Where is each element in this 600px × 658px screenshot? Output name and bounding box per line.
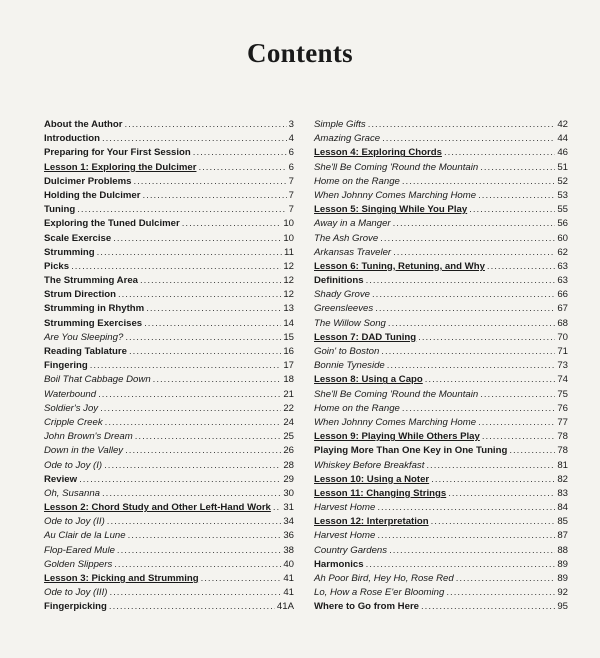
- dot-leader: [446, 586, 555, 600]
- toc-entry-page: 92: [557, 587, 568, 599]
- toc-entry-title: Tuning: [44, 204, 76, 216]
- dot-leader: [109, 586, 281, 600]
- toc-entry-title: John Brown's Dream: [44, 431, 133, 443]
- toc-entry-page: 12: [283, 275, 294, 287]
- dot-leader: [118, 288, 281, 302]
- toc-entry: [314, 302, 568, 316]
- dot-leader: [142, 189, 286, 203]
- toc-entry-page: 25: [283, 431, 294, 443]
- toc-entry-title: Scale Exercise: [44, 232, 112, 244]
- dot-leader: [133, 175, 286, 189]
- toc-entry: [314, 132, 568, 146]
- toc-entry-title: Greensleeves: [314, 303, 374, 315]
- toc-entry-page: 81: [557, 459, 568, 471]
- toc-entry-title: Strumming in Rhythm: [44, 303, 145, 315]
- toc-entry-title: She'll Be Coming 'Round the Mountain: [314, 388, 479, 400]
- dot-leader: [79, 473, 281, 487]
- dot-leader: [382, 132, 555, 146]
- toc-entry-title: Fingerpicking: [44, 601, 107, 613]
- dot-leader: [431, 473, 555, 487]
- dot-leader: [77, 203, 286, 217]
- toc-entry-title: Golden Slippers: [44, 558, 113, 570]
- toc-entry-page: 52: [557, 175, 568, 187]
- toc-entry: [44, 501, 294, 515]
- toc-entry-title: Ode to Joy (III): [44, 587, 108, 599]
- toc-entry-page: 51: [557, 161, 568, 173]
- toc-entry: [314, 118, 568, 132]
- toc-entry: [44, 544, 294, 558]
- toc-entry-title: Goin' to Boston: [314, 346, 380, 357]
- dot-leader: [140, 274, 281, 288]
- dot-leader: [456, 572, 556, 586]
- dot-leader: [478, 416, 555, 430]
- toc-entry-page: 89: [557, 573, 568, 584]
- dot-leader: [388, 317, 555, 331]
- dot-leader: [201, 572, 282, 586]
- toc-entry-title: Strumming Exercises: [44, 317, 143, 329]
- toc-entry-title: Are You Sleeping?: [44, 331, 124, 343]
- toc-entry-page: 41: [283, 573, 294, 584]
- toc-entry-page: 55: [557, 204, 568, 216]
- toc-entry-page: 13: [283, 303, 294, 315]
- toc-entry: [314, 544, 568, 558]
- toc-entry-page: 29: [283, 473, 294, 485]
- toc-entry: [314, 161, 568, 175]
- toc-entry: [44, 586, 294, 600]
- dot-leader: [198, 161, 286, 175]
- toc-entry-title: She'll Be Coming 'Round the Mountain: [314, 161, 479, 173]
- toc-entry-page: 84: [557, 502, 568, 514]
- dot-leader: [71, 260, 281, 274]
- toc-entry-title: Introduction: [44, 133, 100, 145]
- toc-entry-title: Lesson 7: DAD Tuning: [314, 331, 417, 343]
- toc-entry: [44, 331, 294, 345]
- dot-leader: [193, 146, 287, 160]
- dot-leader: [146, 302, 281, 316]
- toc-entry-page: 62: [557, 246, 568, 258]
- toc-entry: [314, 359, 568, 373]
- toc-entry-page: 15: [283, 331, 294, 343]
- toc-entry: [44, 558, 294, 572]
- toc-entry-page: 7: [288, 189, 294, 201]
- toc-entry-title: Waterbound: [44, 388, 97, 400]
- toc-entry: [44, 487, 294, 501]
- dot-leader: [90, 359, 282, 373]
- toc-entry-page: 18: [283, 374, 294, 386]
- toc-entry-page: 6: [288, 147, 294, 159]
- toc-entry: [314, 430, 568, 444]
- dot-leader: [444, 146, 555, 160]
- toc-entry: [44, 373, 294, 387]
- dot-leader: [425, 373, 556, 387]
- dot-leader: [480, 388, 555, 402]
- toc-entry-title: Definitions: [314, 275, 364, 287]
- dot-leader: [102, 487, 281, 501]
- dot-leader: [478, 189, 555, 203]
- toc-entry: [44, 345, 294, 359]
- toc-entry-title: Fingering: [44, 360, 88, 372]
- dot-leader: [375, 302, 555, 316]
- toc-entry: [314, 586, 568, 600]
- dot-leader: [380, 232, 555, 246]
- toc-entry-page: 74: [557, 374, 568, 386]
- toc-entry: [314, 373, 568, 387]
- dot-leader: [125, 331, 281, 345]
- dot-leader: [117, 544, 281, 558]
- toc-entry: [314, 388, 568, 402]
- toc-entry: [44, 132, 294, 146]
- toc-entry: [314, 175, 568, 189]
- toc-entry-page: 38: [283, 544, 294, 556]
- dot-leader: [366, 558, 556, 572]
- toc-entry-page: 26: [283, 445, 294, 457]
- toc-entry-title: Home on the Range: [314, 402, 400, 414]
- toc-entry-page: 21: [283, 388, 294, 400]
- toc-entry-page: 7: [288, 175, 294, 187]
- toc-entry-title: Picks: [44, 260, 70, 272]
- toc-entry-page: 44: [557, 133, 568, 145]
- dot-leader: [381, 345, 555, 359]
- dot-leader: [182, 217, 282, 231]
- toc-entry: [44, 572, 294, 586]
- toc-entry-title: Strum Direction: [44, 289, 116, 301]
- toc-entry: [314, 558, 568, 572]
- toc-entry: [44, 402, 294, 416]
- toc-entry: [314, 487, 568, 501]
- toc-entry-page: 36: [283, 530, 294, 542]
- dot-leader: [393, 246, 555, 260]
- toc-entry-title: Lesson 10: Using a Noter: [314, 473, 430, 485]
- dot-leader: [377, 501, 555, 515]
- toc-entry: [44, 203, 294, 217]
- dot-leader: [426, 459, 555, 473]
- toc-entry: [314, 402, 568, 416]
- dot-leader: [366, 274, 556, 288]
- toc-entry-title: Bonnie Tyneside: [314, 360, 385, 372]
- toc-entry-title: Preparing for Your First Session: [44, 147, 191, 159]
- toc-entry: [44, 302, 294, 316]
- toc-entry: [44, 444, 294, 458]
- toc-entry: [314, 529, 568, 543]
- toc-entry: [314, 317, 568, 331]
- toc-entry-title: When Johnny Comes Marching Home: [314, 189, 477, 201]
- toc-entry: [44, 430, 294, 444]
- dot-leader: [377, 529, 555, 543]
- toc-entry: [314, 459, 568, 473]
- dot-leader: [107, 515, 282, 529]
- toc-entry-title: Lesson 8: Using a Capo: [314, 374, 423, 386]
- toc-entry-title: Harvest Home: [314, 502, 376, 514]
- toc-entry-title: Lesson 9: Playing While Others Play: [314, 431, 480, 443]
- toc-entry-title: Ode to Joy (I): [44, 459, 103, 471]
- toc-entry-page: 75: [557, 388, 568, 400]
- toc-entry-title: Cripple Creek: [44, 416, 103, 428]
- toc-entry-page: 12: [283, 260, 294, 272]
- toc-entry-page: 40: [283, 558, 294, 570]
- toc-entry-page: 88: [557, 544, 568, 556]
- dot-leader: [113, 232, 281, 246]
- toc-entry-page: 70: [557, 331, 568, 343]
- toc-entry: [44, 189, 294, 203]
- toc-entry-page: 6: [288, 161, 294, 173]
- dot-leader: [273, 501, 281, 515]
- toc-entry: [314, 146, 568, 160]
- dot-leader: [448, 487, 555, 501]
- toc-entry: [314, 416, 568, 430]
- toc-entry-title: Playing More Than One Key in One Tuning: [314, 445, 508, 457]
- toc-entry: [44, 274, 294, 288]
- toc-entry-page: 53: [557, 189, 568, 201]
- toc-entry-page: 30: [283, 487, 294, 499]
- toc-entry-page: 28: [283, 459, 294, 471]
- toc-entry-page: 83: [557, 487, 568, 499]
- dot-leader: [144, 317, 281, 331]
- toc-entry: [314, 345, 568, 359]
- toc-entry: [44, 288, 294, 302]
- toc-entry-page: 68: [557, 317, 568, 329]
- dot-leader: [104, 459, 281, 473]
- toc-entry: [314, 473, 568, 487]
- toc-entry-page: 3: [288, 119, 294, 130]
- toc-entry-page: 76: [557, 402, 568, 414]
- toc-entry-title: Dulcimer Problems: [44, 175, 132, 187]
- toc-entry-page: 56: [557, 218, 568, 230]
- toc-entry-page: 11: [284, 246, 294, 258]
- toc-entry: [314, 232, 568, 246]
- toc-entry-page: 7: [288, 204, 294, 216]
- toc-entry: [44, 416, 294, 430]
- toc-entry: [314, 260, 568, 274]
- dot-leader: [128, 529, 282, 543]
- toc-entry: [44, 359, 294, 373]
- toc-entry-title: Flop-Eared Mule: [44, 544, 115, 556]
- toc-entry: [44, 473, 294, 487]
- dot-leader: [97, 246, 282, 260]
- toc-entry-page: 24: [283, 416, 294, 428]
- toc-entry-title: Away in a Manger: [314, 218, 391, 230]
- toc-entry: [314, 274, 568, 288]
- toc-entry-page: 78: [557, 431, 568, 443]
- dot-leader: [129, 345, 281, 359]
- toc-entry-title: The Ash Grove: [314, 232, 379, 244]
- dot-leader: [402, 175, 555, 189]
- toc-entry-page: 22: [283, 402, 294, 414]
- toc-entry-title: Lesson 11: Changing Strings: [314, 487, 447, 499]
- toc-entry-page: 17: [283, 360, 294, 372]
- toc-entry-page: 95: [557, 601, 568, 613]
- toc-entry-page: 34: [283, 516, 294, 528]
- dot-leader: [102, 132, 287, 146]
- dot-leader: [114, 558, 281, 572]
- dot-leader: [482, 430, 556, 444]
- dot-leader: [153, 373, 282, 387]
- toc-entry-title: Exploring the Tuned Dulcimer: [44, 218, 180, 230]
- toc-entry-page: 10: [283, 232, 294, 244]
- dot-leader: [372, 288, 555, 302]
- toc-entry: [44, 600, 294, 614]
- toc-entry: [44, 388, 294, 402]
- toc-entry-page: 41A: [276, 601, 294, 613]
- toc-entry-page: 60: [557, 232, 568, 244]
- dot-leader: [469, 203, 555, 217]
- toc-entry: [44, 232, 294, 246]
- toc-entry-title: Down in the Valley: [44, 445, 124, 457]
- toc-entry-page: 4: [288, 133, 294, 145]
- toc-entry-title: Shady Grove: [314, 289, 370, 301]
- toc-entry-title: Home on the Range: [314, 175, 400, 187]
- dot-leader: [100, 402, 281, 416]
- toc-entry-title: Lesson 1: Exploring the Dulcimer: [44, 161, 197, 173]
- toc-entry-page: 63: [557, 260, 568, 272]
- toc-entry-page: 42: [557, 119, 568, 130]
- dot-leader: [387, 359, 556, 373]
- toc-entry-title: Harmonics: [314, 558, 364, 570]
- toc-entry-title: About the Author: [44, 119, 123, 130]
- toc-entry-title: Amazing Grace: [314, 133, 381, 145]
- toc-entry-page: 78: [557, 445, 568, 457]
- toc-entry-page: 12: [283, 289, 294, 301]
- toc-entry-title: The Strumming Area: [44, 275, 138, 287]
- toc-entry-title: Lesson 12: Interpretation: [314, 516, 429, 528]
- toc-entry-page: 89: [557, 558, 568, 570]
- toc-entry-title: Soldier's Joy: [44, 402, 99, 414]
- toc-entry-title: Simple Gifts: [314, 119, 366, 130]
- toc-entry-title: When Johnny Comes Marching Home: [314, 416, 477, 428]
- toc-entry-title: Au Clair de la Lune: [44, 530, 126, 542]
- toc-entry: [44, 246, 294, 260]
- toc-entry-title: The Willow Song: [314, 317, 386, 329]
- toc-entry-title: Boil That Cabbage Down: [44, 374, 151, 386]
- toc-entry-title: Where to Go from Here: [314, 601, 420, 613]
- toc-entry-title: Lesson 2: Chord Study and Other Left-Hand Work: [44, 502, 271, 514]
- toc-entry-title: Lesson 6: Tuning, Retuning, and Why: [314, 260, 485, 272]
- page-title: Contents: [247, 38, 353, 68]
- toc-right-column: [314, 118, 568, 615]
- toc-entry: [314, 572, 568, 586]
- dot-leader: [105, 416, 282, 430]
- toc-entry: [44, 317, 294, 331]
- toc-entry-page: 71: [557, 346, 568, 357]
- toc-entry-page: 63: [557, 275, 568, 287]
- toc-entry-page: 10: [283, 218, 294, 230]
- toc-entry-title: Ode to Joy (II): [44, 516, 105, 528]
- dot-leader: [389, 544, 555, 558]
- toc-entry: [314, 217, 568, 231]
- toc-entry: [44, 459, 294, 473]
- dot-leader: [480, 161, 555, 175]
- toc-entry-page: 46: [557, 147, 568, 159]
- dot-leader: [431, 515, 556, 529]
- dot-leader: [109, 600, 275, 614]
- toc-entry-title: Review: [44, 473, 78, 485]
- toc-entry-title: Ah Poor Bird, Hey Ho, Rose Red: [314, 573, 454, 584]
- toc-entry: [314, 246, 568, 260]
- toc-entry: [44, 529, 294, 543]
- toc-entry-title: Harvest Home: [314, 530, 376, 542]
- toc-entry: [314, 600, 568, 614]
- toc-entry: [44, 161, 294, 175]
- toc-entry-title: Strumming: [44, 246, 95, 258]
- toc-entry: [314, 203, 568, 217]
- toc-entry-title: Country Gardens: [314, 544, 388, 556]
- toc-entry-title: Arkansas Traveler: [314, 246, 392, 258]
- toc-entry-page: 87: [557, 530, 568, 542]
- toc-entry-page: 73: [557, 360, 568, 372]
- toc-entry-page: 77: [557, 416, 568, 428]
- dot-leader: [509, 444, 555, 458]
- toc-entry-title: Whiskey Before Breakfast: [314, 459, 425, 471]
- dot-leader: [135, 430, 282, 444]
- dot-leader: [368, 118, 556, 132]
- dot-leader: [125, 444, 281, 458]
- dot-leader: [393, 217, 556, 231]
- toc-entry: [44, 217, 294, 231]
- toc-entry-page: 85: [557, 516, 568, 528]
- dot-leader: [125, 118, 287, 132]
- toc-entry: [314, 288, 568, 302]
- toc-entry-title: Reading Tablature: [44, 346, 127, 357]
- toc-entry-title: Lo, How a Rose E'er Blooming: [314, 587, 445, 599]
- dot-leader: [402, 402, 555, 416]
- toc-entry-page: 41: [283, 587, 294, 599]
- toc-entry: [314, 501, 568, 515]
- toc-entry: [44, 260, 294, 274]
- toc-entry: [44, 146, 294, 160]
- toc-entry-title: Lesson 5: Singing While You Play: [314, 204, 468, 216]
- toc-entry: [44, 175, 294, 189]
- toc-entry-page: 82: [557, 473, 568, 485]
- toc-entry-page: 16: [283, 346, 294, 357]
- toc-entry-title: Oh, Susanna: [44, 487, 101, 499]
- toc-entry-title: Holding the Dulcimer: [44, 189, 141, 201]
- dot-leader: [98, 388, 281, 402]
- toc-entry-title: Lesson 4: Exploring Chords: [314, 147, 442, 159]
- toc-entry: [314, 515, 568, 529]
- dot-leader: [487, 260, 555, 274]
- dot-leader: [421, 600, 555, 614]
- toc-entry: [314, 189, 568, 203]
- toc-entry-page: 67: [557, 303, 568, 315]
- toc-left-column: [44, 118, 294, 615]
- toc-entry: [44, 118, 294, 132]
- toc-entry-page: 14: [283, 317, 294, 329]
- toc-entry-page: 31: [283, 502, 294, 514]
- toc-entry: [314, 444, 568, 458]
- toc-entry: [314, 331, 568, 345]
- dot-leader: [418, 331, 555, 345]
- toc-entry-title: Lesson 3: Picking and Strumming: [44, 573, 199, 584]
- toc-entry: [44, 515, 294, 529]
- toc-entry-page: 66: [557, 289, 568, 301]
